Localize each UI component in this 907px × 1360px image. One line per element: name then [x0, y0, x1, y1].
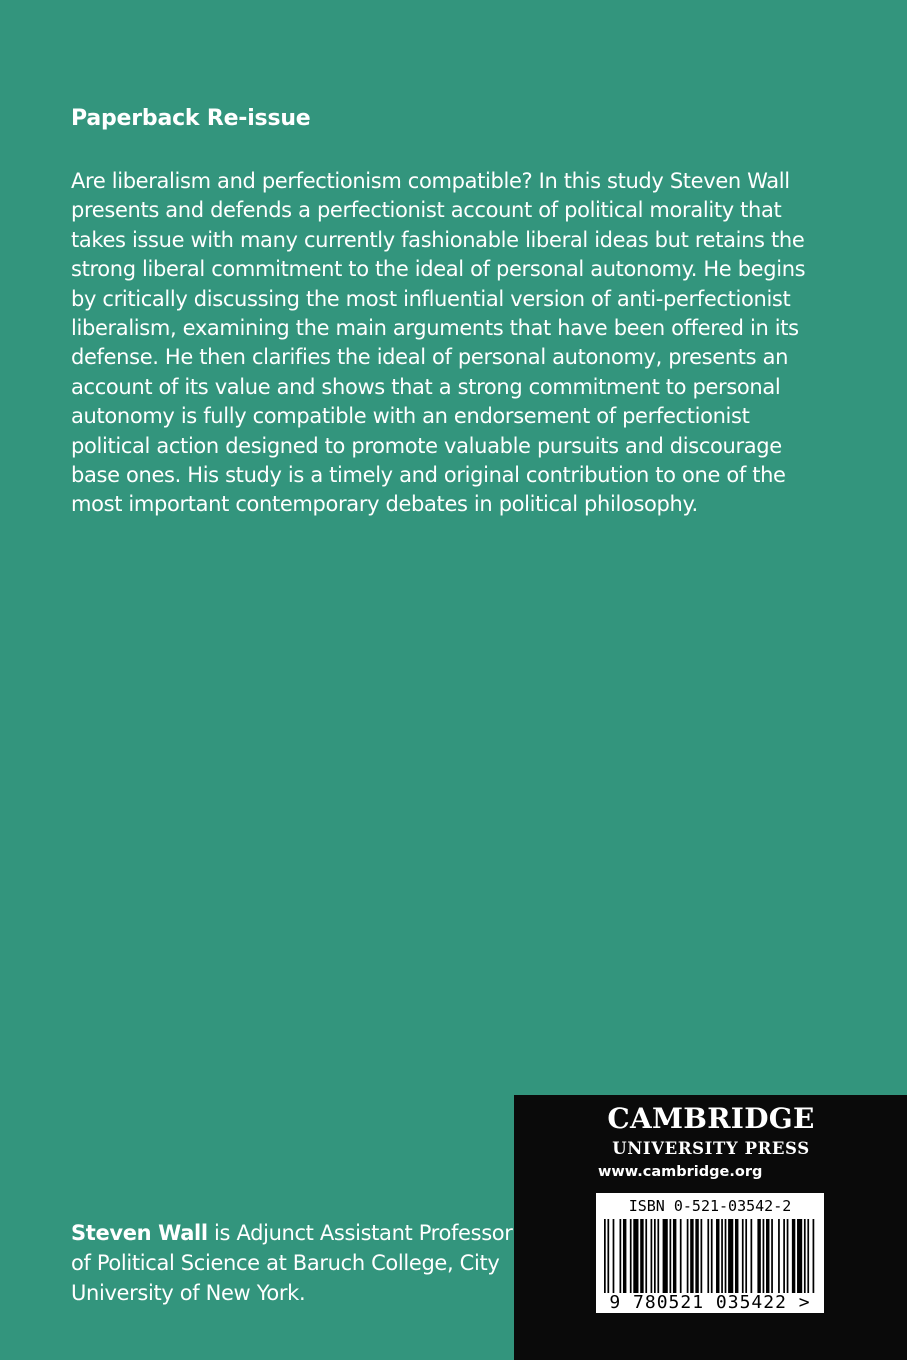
barcode-bar [742, 1219, 744, 1293]
barcode-bar [728, 1219, 733, 1293]
blurb-line: by critically discussing the most influential version of anti-perfectionist [71, 286, 791, 311]
barcode-bar [690, 1219, 693, 1293]
barcode-bar [640, 1219, 643, 1293]
blurb-line: political action designed to promote valuable pursuits and discourage [71, 433, 782, 458]
bio-text: is Adjunct Assistant Professor [207, 1221, 513, 1245]
blurb-line: takes issue with many currently fashionable liberal ideas but retains the [71, 227, 805, 252]
publisher-website: www.cambridge.org [598, 1164, 763, 1180]
barcode-bar [783, 1219, 785, 1293]
barcode-bar [687, 1219, 689, 1293]
barcode-bar [797, 1219, 802, 1293]
reissue-heading: Paperback Re-issue [71, 106, 311, 131]
barcode-bar [663, 1219, 668, 1293]
blurb-line: strong liberal commitment to the ideal of personal autonomy. He begins [71, 257, 806, 282]
barcode-bar [745, 1219, 747, 1293]
blurb-line: most important contemporary debates in political philosophy. [71, 492, 698, 517]
barcode-bar [630, 1219, 632, 1293]
blurb-line: autonomy is fully compatible with an endorsement of perfectionist [71, 404, 750, 429]
barcode-bar [620, 1219, 622, 1293]
publisher-panel [514, 1095, 907, 1360]
ean-number: 9 780521 035422 > [609, 1292, 811, 1313]
barcode-bar [613, 1219, 615, 1293]
barcode-label [596, 1193, 824, 1313]
barcode-bar [804, 1219, 806, 1293]
barcode-bar [623, 1219, 626, 1293]
blurb-line: presents and defends a perfectionist account of political morality that [71, 198, 782, 223]
publisher-logo-name: CAMBRIDGE [607, 1102, 815, 1135]
barcode-bar [751, 1219, 753, 1293]
publisher-logo-subtitle: UNIVERSITY PRESS [612, 1139, 810, 1158]
barcode-bar [763, 1219, 765, 1293]
barcode-bar [757, 1219, 760, 1293]
barcode-bar [673, 1219, 676, 1293]
barcode-bar [654, 1219, 656, 1293]
barcode-bar [711, 1219, 713, 1293]
barcode-bar [813, 1219, 815, 1293]
bio-line: University of New York. [71, 1281, 306, 1305]
barcode-bar [778, 1219, 780, 1293]
barcode-bar [807, 1219, 809, 1293]
barcode-bar [670, 1219, 672, 1293]
barcode-bar [735, 1219, 738, 1293]
barcode-bar [701, 1219, 703, 1293]
barcode-bar [725, 1219, 727, 1293]
bio-line: of Political Science at Baruch College, City [71, 1251, 500, 1275]
isbn-number: ISBN 0-521-03542-2 [628, 1197, 792, 1215]
barcode-bar [645, 1219, 647, 1293]
barcode-bar [787, 1219, 789, 1293]
barcode-bar [680, 1219, 682, 1293]
barcode-bar [721, 1219, 723, 1293]
barcode-bar [604, 1219, 606, 1293]
barcode-bar [651, 1219, 653, 1293]
author-name: Steven Wall [71, 1221, 208, 1245]
blurb-line: liberalism, examining the main arguments that have been offered in its [71, 316, 799, 341]
barcode-bar [716, 1219, 719, 1293]
barcode-bar [607, 1219, 609, 1293]
blurb-line: account of its value and shows that a strong commitment to personal [71, 374, 781, 399]
barcode-bar [657, 1219, 659, 1293]
barcode-bar [792, 1219, 795, 1293]
description-blurb [71, 167, 861, 520]
barcode-bar [633, 1219, 638, 1293]
blurb-line: Are liberalism and perfectionism compatible? In this study Steven Wall [71, 169, 790, 193]
blurb-line: base ones. His study is a timely and original contribution to one of the [71, 463, 786, 488]
bio-line [71, 1218, 511, 1248]
barcode-bar [707, 1219, 709, 1293]
barcode-bar [771, 1219, 773, 1293]
barcode-bar [695, 1219, 698, 1293]
author-bio [71, 1218, 511, 1308]
blurb-line: defense. He then clarifies the ideal of personal autonomy, presents an [71, 345, 789, 370]
barcode-icon [604, 1219, 816, 1293]
barcode-bar [766, 1219, 769, 1293]
